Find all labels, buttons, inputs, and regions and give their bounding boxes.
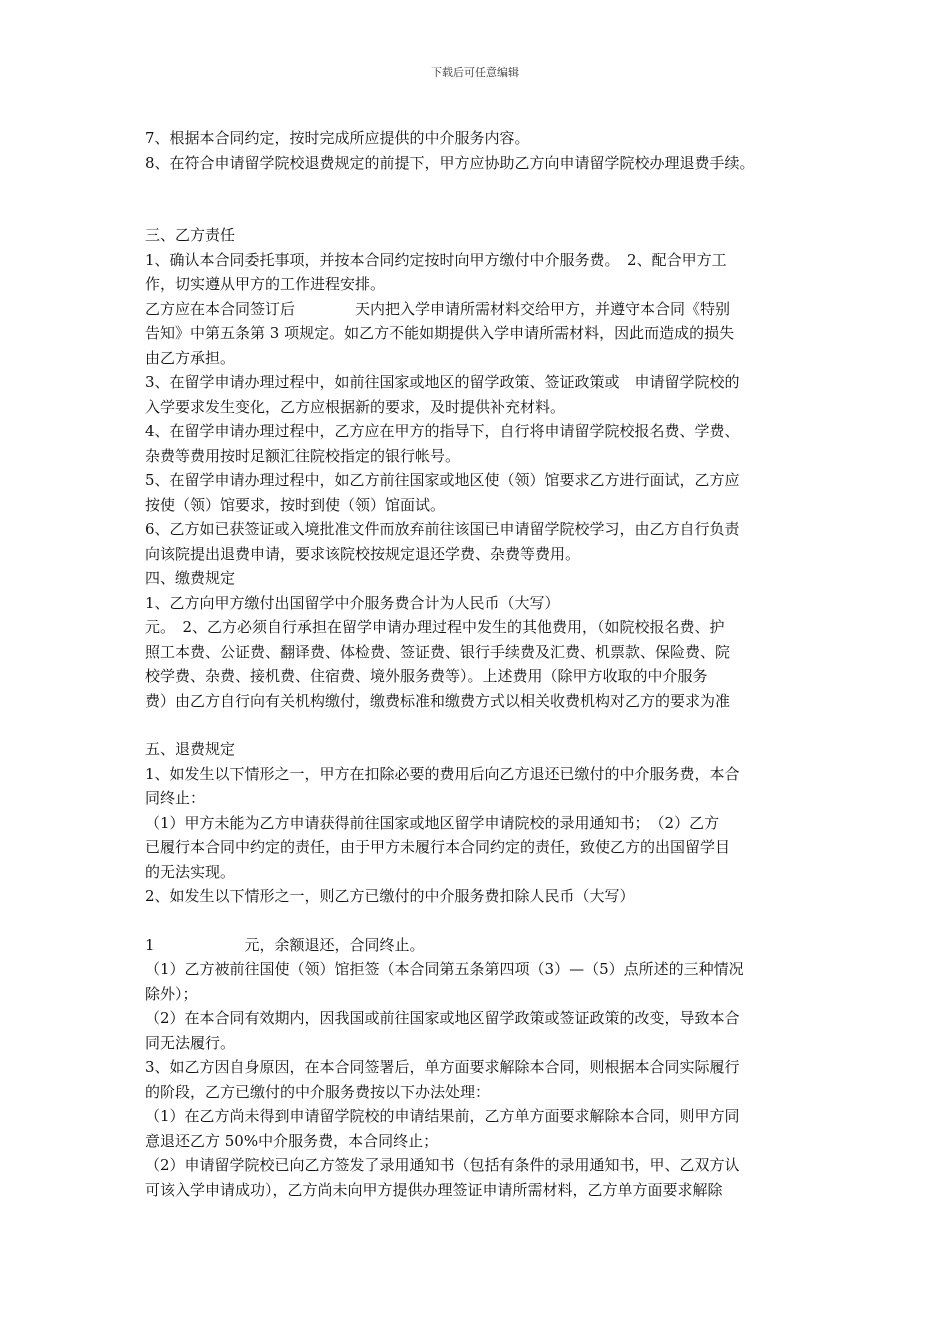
text-line: 的无法实现。 [145, 862, 236, 881]
text-line: 同无法履行。 [145, 1033, 236, 1052]
text-line: 1 元，余额退还，合同终止。 [145, 935, 425, 954]
text-line: 5、在留学申请办理过程中，如乙方前往国家或地区使（领）馆要求乙方进行面试，乙方应 [145, 471, 740, 489]
text-line: 6、乙方如已获签证或入境批准文件而放弃前往该国已申请留学院校学习，由乙方自行负责 [145, 520, 740, 538]
text-line: （1）甲方未能为乙方申请获得前往国家或地区留学申请院校的录用通知书； （2）乙方 [145, 813, 720, 832]
text-line: 3、在留学申请办理过程中，如前往国家或地区的留学政策、签证政策或 申请留学院校的 [145, 373, 740, 391]
text-line: 3、如乙方因自身原因，在本合同签署后，单方面要求解除本合同，则根据本合同实际履行 [145, 1058, 740, 1076]
text-line: 意退还乙方 50%中介服务费，本合同终止； [145, 1131, 439, 1150]
text-line: 杂费等费用按时足额汇往院校指定的银行帐号。 [145, 446, 461, 465]
text-line: 照工本费、公证费、翻译费、体检费、签证费、银行手续费及汇费、机票款、保险费、院 [145, 642, 731, 661]
text-line: 费）由乙方自行向有关机构缴付，缴费标准和缴费方式以相关收费机构对乙方的要求为准 [145, 691, 731, 710]
text-line: 已履行本合同中约定的责任，由于甲方未履行本合同约定的责任，致使乙方的出国留学目 [145, 838, 731, 856]
text-line: 1、确认本合同委托事项，并按本合同约定按时向甲方缴付中介服务费。 2、配合甲方工 [145, 250, 727, 269]
text-line: 可该入学申请成功），乙方尚未向甲方提供办理签证申请所需材料，乙方单方面要求解除 [145, 1180, 723, 1199]
text-line: 除外）； [145, 984, 198, 1003]
text-line: 同终止： [145, 789, 206, 807]
text-line: 的阶段，乙方已缴付的中介服务费按以下办法处理： [145, 1082, 491, 1101]
text-line: （2）在本合同有效期内，因我国或前往国家或地区留学政策或签证政策的改变，导致本合 [145, 1009, 740, 1027]
text-line: 8、在符合申请留学院校退费规定的前提下，甲方应协助乙方向申请留学院校办理退费手续。 [145, 153, 755, 172]
text-line: 1、乙方向甲方缴付出国留学中介服务费合计为人民币（大写） [145, 593, 560, 612]
text-line: 告知》中第五条第 3 项规定。如乙方不能如期提供入学申请所需材料，因此而造成的损失 [145, 324, 735, 342]
text-line: 作，切实遵从甲方的工作进程安排。 [145, 275, 386, 293]
text-line: 2、如发生以下情形之一，则乙方已缴付的中介服务费扣除人民币（大写） [145, 887, 635, 905]
text-line: 由乙方承担。 [145, 348, 236, 367]
section-heading: 五、退费规定 [145, 740, 236, 758]
text-line: 向该院提出退费申请，要求该院校按规定退还学费、杂费等费用。 [145, 544, 581, 563]
text-line: （1）在乙方尚未得到申请留学院校的申请结果前，乙方单方面要求解除本合同，则甲方同 [145, 1107, 740, 1125]
section-heading: 三、乙方责任 [145, 226, 236, 244]
text-line: 入学要求发生变化，乙方应根据新的要求，及时提供补充材料。 [145, 397, 566, 416]
text-line: 4、在留学申请办理过程中，乙方应在甲方的指导下，自行将申请留学院校报名费、学费、 [145, 422, 740, 440]
text-line: 校学费、杂费、接机费、住宿费、境外服务费等）。上述费用（除甲方收取的中介服务 [145, 667, 708, 685]
text-line: （2）申请留学院校已向乙方签发了录用通知书（包括有条件的录用通知书，甲、乙双方认 [145, 1156, 740, 1174]
text-line: 按使（领）馆要求，按时到使（领）馆面试。 [145, 495, 446, 514]
document-body [145, 126, 815, 1202]
text-line: 元。 2、乙方必须自行承担在留学申请办理过程中发生的其他费用，（如院校报名费、护 [145, 618, 725, 636]
section-heading: 四、缴费规定 [145, 569, 236, 587]
text-line: 乙方应在本合同签订后 天内把入学申请所需材料交给甲方，并遵守本合同《特别 [145, 299, 731, 318]
text-line: 1、如发生以下情形之一，甲方在扣除必要的费用后向乙方退还已缴付的中介服务费，本合 [145, 764, 740, 783]
page-header: 下载后可任意编辑 [431, 66, 519, 79]
text-line: 7、根据本合同约定，按时完成所应提供的中介服务内容。 [145, 129, 530, 147]
text-line: （1）乙方被前往国使（领）馆拒签（本合同第五条第四项（3）—（5）点所述的三种情况 [145, 960, 744, 978]
